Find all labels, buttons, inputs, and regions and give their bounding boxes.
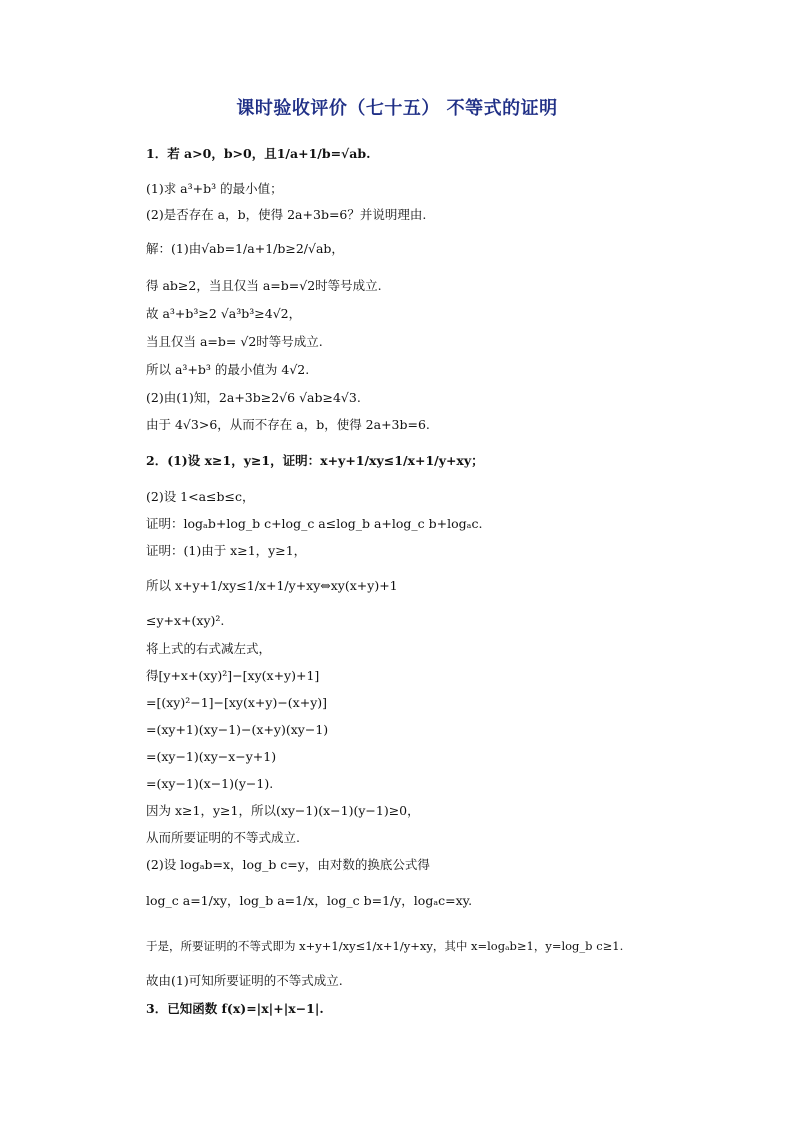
- proof-2-line-3: ≤y+x+(xy)².: [146, 613, 225, 628]
- proof-2-line-10: 因为 x≥1，y≥1，所以(xy−1)(x−1)(y−1)≥0，: [146, 803, 420, 818]
- solution-1-line-6: (2)由(1)知，2a+3b≥2√6 √ab≥4√3.: [146, 390, 361, 405]
- problem-2-part-2: (2)设 1<a≤b≤c，: [146, 489, 255, 504]
- problem-3-statement: 3．已知函数 f(x)=|x|+|x−1|.: [146, 1001, 324, 1016]
- solution-1-line-7: 由于 4√3>6，从而不存在 a，b，使得 2a+3b=6.: [146, 417, 430, 432]
- proof-2-line-8: =(xy−1)(xy−x−y+1): [146, 749, 277, 764]
- solution-1-line-2: 得 ab≥2，当且仅当 a=b=√2时等号成立.: [146, 278, 382, 293]
- proof-2-line-4: 将上式的右式减左式，: [146, 641, 272, 656]
- problem-2-part-2-proof-target: 证明：logₐb+log_b c+log_c a≤log_b a+log_c b+logₐc.: [146, 516, 483, 531]
- proof-2-line-6: =[(xy)²−1]−[xy(x+y)−(x+y)]: [146, 695, 328, 710]
- proof-2-line-2: 所以 x+y+1/xy≤1/x+1/y+xy⇔xy(x+y)+1: [146, 578, 398, 593]
- solution-1-line-5: 所以 a³+b³ 的最小值为 4√2.: [146, 362, 310, 377]
- solution-1-line-4: 当且仅当 a=b= √2时等号成立.: [146, 334, 323, 349]
- proof-2-line-1: 证明：(1)由于 x≥1，y≥1，: [146, 543, 307, 558]
- page-title: 课时验收评价（七十五） 不等式的证明: [236, 98, 558, 119]
- solution-1-line-3: 故 a³+b³≥2 √a³b³≥4√2，: [146, 306, 302, 321]
- proof-2-line-9: =(xy−1)(x−1)(y−1).: [146, 776, 274, 791]
- solution-1-line-1: 解：(1)由√ab=1/a+1/b≥2/√ab，: [146, 241, 344, 256]
- problem-2-statement: 2．(1)设 x≥1，y≥1，证明：x+y+1/xy≤1/x+1/y+xy；: [146, 453, 484, 468]
- proof-2-line-12: (2)设 logₐb=x，log_b c=y，由对数的换底公式得: [146, 857, 430, 872]
- proof-2-line-7: =(xy+1)(xy−1)−(x+y)(xy−1): [146, 722, 329, 737]
- proof-2-line-14: 于是，所要证明的不等式即为 x+y+1/xy≤1/x+1/y+xy，其中 x=logₐb≥1，y=log_b c≥1.: [146, 939, 624, 953]
- proof-2-line-11: 从而所要证明的不等式成立.: [146, 830, 300, 845]
- proof-2-line-5: 得[y+x+(xy)²]−[xy(x+y)+1]: [146, 668, 320, 683]
- proof-2-line-15: 故由(1)可知所要证明的不等式成立.: [146, 973, 343, 988]
- proof-2-line-13: log_c a=1/xy，log_b a=1/x，log_c b=1/y，logₐc=xy.: [146, 893, 473, 908]
- problem-1-statement: 1．若 a>0，b>0，且1/a+1/b=√ab.: [146, 146, 371, 161]
- problem-1-part-1: (1)求 a³+b³ 的最小值；: [146, 181, 283, 196]
- problem-1-part-2: (2)是否存在 a，b，使得 2a+3b=6？并说明理由.: [146, 207, 427, 222]
